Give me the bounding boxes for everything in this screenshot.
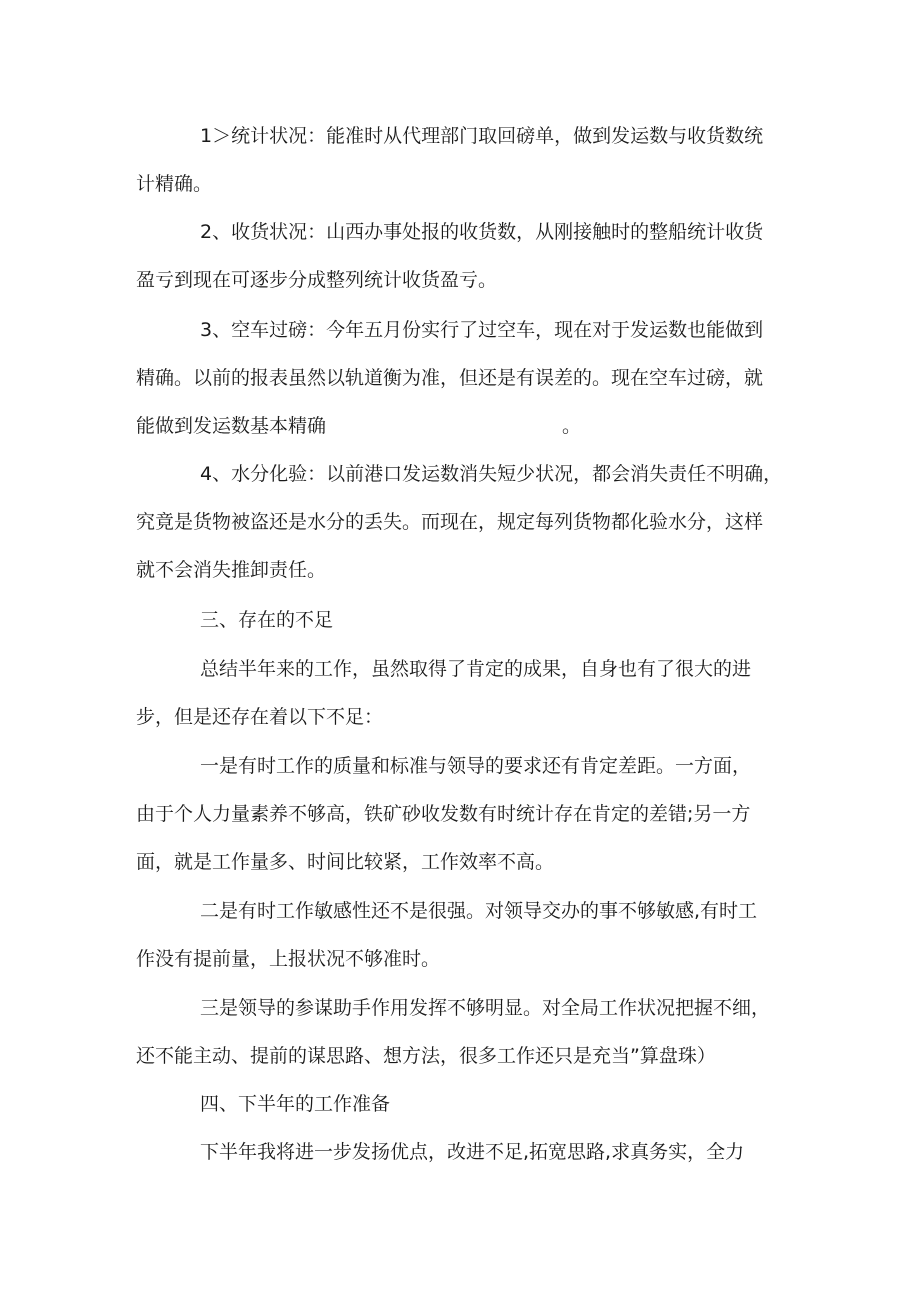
text-line: 二是有时工作敏感性还不是很强。对领导交办的事不够敏感,有时工	[200, 900, 758, 922]
text-line: 就不会消失推卸责任。	[136, 559, 327, 581]
paragraph-shortcoming-two	[136, 887, 816, 983]
paragraph-moisture-test	[136, 450, 816, 594]
text-line	[136, 402, 816, 450]
text-line: 三、存在的不足	[200, 609, 334, 631]
paragraph-receiving	[136, 208, 816, 304]
paragraph-summary	[136, 645, 816, 741]
text-line: 4、水分化验：以前港口发运数消失短少状况，都会消失责任不明确，	[200, 463, 783, 485]
text-line: 三是领导的参谋助手作用发挥不够明显。对全局工作状况把握不细，	[200, 997, 771, 1019]
text-line: 总结半年来的工作，虽然取得了肯定的成果，自身也有了很大的进	[200, 658, 752, 680]
paragraph-statistics	[136, 112, 816, 208]
text-line: 精确。以前的报表虽然以轨道衡为准，但还是有误差的。现在空车过磅，就	[136, 367, 764, 389]
text-fragment: 。	[562, 415, 582, 437]
paragraph-shortcoming-three	[136, 984, 816, 1080]
text-line: 面，就是工作量多、时间比较紧，工作效率不高。	[136, 851, 555, 873]
text-line: 四、下半年的工作准备	[200, 1093, 391, 1115]
section-heading-next-half	[136, 1080, 816, 1128]
text-line: 2、收货状况：山西办事处报的收货数，从刚接触时的整船统计收货	[200, 221, 764, 243]
text-line: 由于个人力量素养不够高，铁矿砂收发数有时统计存在肯定的差错;另一方	[136, 803, 751, 825]
text-line: 下半年我将进一步发扬优点，改进不足,拓宽思路,求真务实，全力	[200, 1141, 745, 1163]
text-line: 还不能主动、提前的谋思路、想方法，很多工作还只是充当”算盘珠）	[136, 1045, 716, 1067]
section-heading-shortcomings	[136, 596, 816, 644]
text-line: 步，但是还存在着以下不足：	[136, 706, 384, 728]
text-line: 盈亏到现在可逐步分成整列统计收货盈亏。	[136, 269, 498, 291]
text-line: 3、空车过磅：今年五月份实行了过空车，现在对于发运数也能做到	[200, 319, 764, 341]
text-line: 1＞统计状况：能准时从代理部门取回磅单，做到发运数与收货数统	[200, 125, 764, 147]
text-line: 究竟是货物被盗还是水分的丢失。而现在，规定每列货物都化验水分，这样	[136, 511, 764, 533]
text-line: 计精确。	[136, 173, 213, 195]
text-line: 作没有提前量，上报状况不够准时。	[136, 948, 441, 970]
paragraph-empty-weighing	[136, 306, 816, 450]
paragraph-shortcoming-one	[136, 742, 816, 886]
paragraph-plan	[136, 1128, 816, 1176]
text-line: 一是有时工作的质量和标准与领导的要求还有肯定差距。一方面，	[200, 755, 752, 777]
text-fragment: 能做到发运数基本精确	[136, 415, 327, 437]
